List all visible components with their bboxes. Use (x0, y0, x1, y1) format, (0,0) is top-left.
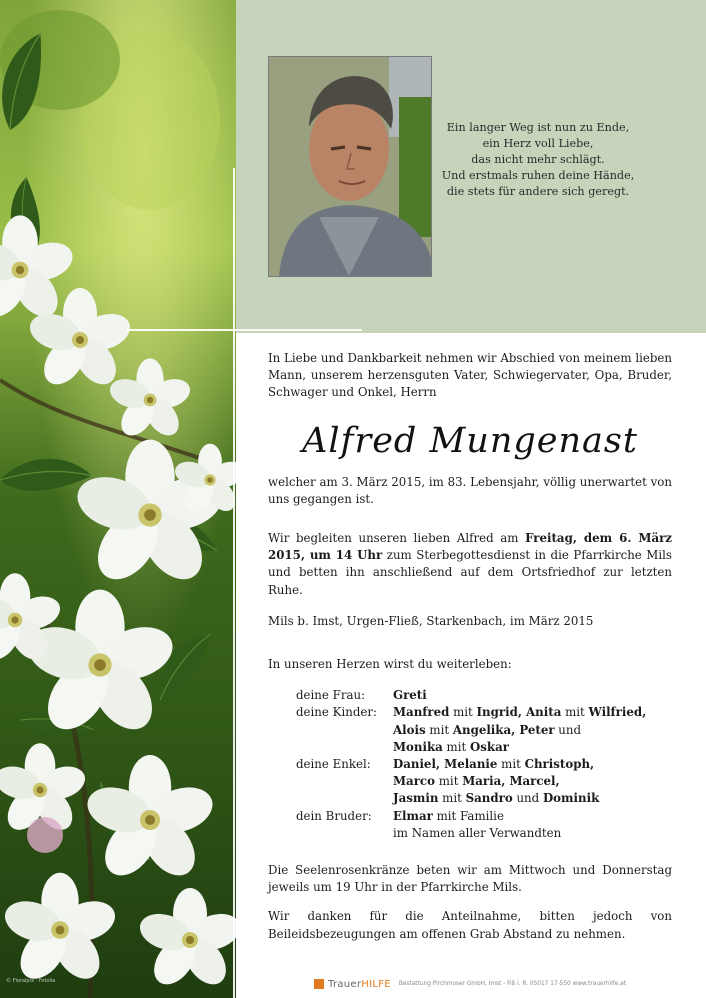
connector: mit (434, 774, 463, 789)
family-member: Christoph, (524, 757, 595, 772)
family-member: Ingrid, Anita (476, 705, 562, 720)
family-member: Elmar (393, 808, 433, 823)
family-member: Manfred (393, 705, 450, 720)
family-list (296, 687, 672, 842)
connector: mit (442, 739, 471, 754)
death-paragraph: welcher am 3. März 2015, im 83. Lebensjahr, völlig unerwartet von uns gegangen ist. (268, 474, 672, 506)
family-label: deine Enkel: (296, 757, 371, 772)
relatives-line: im Namen aller Verwandten (393, 825, 562, 840)
cross-horizontal-line (127, 329, 362, 331)
family-label: deine Kinder: (296, 705, 377, 720)
family-label: deine Frau: (296, 688, 366, 703)
poem-line: ein Herz voll Liebe, (482, 137, 594, 150)
funeral-text: Wir begleiten unseren lieben Alfred am (268, 531, 526, 546)
connector: mit Familie (432, 808, 504, 823)
photo-credit: © Floralpix · Fotolia (6, 978, 56, 984)
thanks-paragraph: Wir danken für die Anteilnahme, bitten jedoch von Beileidsbezeugungen am offenen Grab Abstand zu nehmen. (268, 909, 672, 941)
trauerhilfe-logo-icon (314, 979, 324, 989)
hearts-line: In unseren Herzen wirst du weiterleben: (268, 657, 512, 672)
footer (314, 976, 702, 992)
family-member: Dominik (542, 791, 600, 806)
blossom-photo (0, 0, 236, 998)
cross-vertical-line (233, 168, 235, 998)
family-member: Jasmin (393, 791, 439, 806)
memorial-poem (440, 120, 636, 200)
connector: mit (449, 705, 477, 720)
family-member: Alois (393, 722, 426, 737)
deceased-name: Alfred Mungenast (302, 420, 638, 461)
funeral-text: zum Sterbegottesdienst in die Pfarrkirche Mils und betten ihn anschließend auf dem Ortsfriedhof zur letzten Ruhe. (268, 548, 672, 597)
family-member: Wilfried, (588, 705, 647, 720)
poem-line: die stets für andere sich geregt. (446, 185, 630, 198)
brand-part: Trauer (328, 978, 362, 990)
family-member: Sandro (465, 791, 513, 806)
family-row (296, 773, 672, 790)
intro-paragraph: In Liebe und Dankbarkeit nehmen wir Abschied von meinem lieben Mann, unserem herzensguten Vater, Schwiegervater, Opa, Bruder, Schwager und Onkel, Herrn (268, 351, 672, 400)
family-row (296, 790, 672, 807)
family-member: Greti (393, 688, 427, 703)
connector: mit (425, 722, 453, 737)
obituary-text (268, 350, 672, 943)
family-member: Marco (393, 774, 435, 789)
connector: und (554, 722, 582, 737)
place-date: Mils b. Imst, Urgen-Fließ, Starkenbach, im März 2015 (268, 613, 594, 628)
poem-line: Ein langer Weg ist nun zu Ende, (446, 121, 630, 134)
family-member: Daniel, Melanie (393, 757, 498, 772)
family-row (296, 756, 672, 773)
brand-name (328, 979, 391, 990)
family-member: Angelika, Peter (452, 722, 555, 737)
funeral-paragraph (268, 530, 672, 599)
family-label: dein Bruder: (296, 808, 372, 823)
footer-text: Bestattung Pirchmoser GmbH, Imst - Fiß i. R. 05017 17-550 www.trauerhilfe.at (398, 981, 627, 987)
family-row (296, 704, 672, 721)
family-row (296, 739, 672, 756)
family-member: Maria, Marcel, (462, 774, 560, 789)
family-row (296, 808, 672, 825)
poem-line: das nicht mehr schlägt. (471, 153, 605, 166)
family-member: Monika (393, 739, 443, 754)
portrait-photo (268, 56, 432, 277)
funeral-date: Freitag, dem 6. März 2015, um 14 Uhr (268, 531, 673, 563)
connector: und (512, 791, 543, 806)
connector: mit (438, 791, 466, 806)
family-row (296, 722, 672, 739)
connector: mit (561, 705, 589, 720)
family-row (296, 825, 672, 842)
connector: mit (497, 757, 525, 772)
rosary-paragraph: Die Seelenrosenkränze beten wir am Mittwoch und Donnerstag jeweils um 19 Uhr in der Pfarrkirche Mils. (268, 863, 672, 895)
family-member: Oskar (470, 739, 509, 754)
brand-part: HILFE (361, 978, 391, 990)
family-row (296, 687, 672, 704)
poem-line: Und erstmals ruhen deine Hände, (441, 169, 635, 182)
